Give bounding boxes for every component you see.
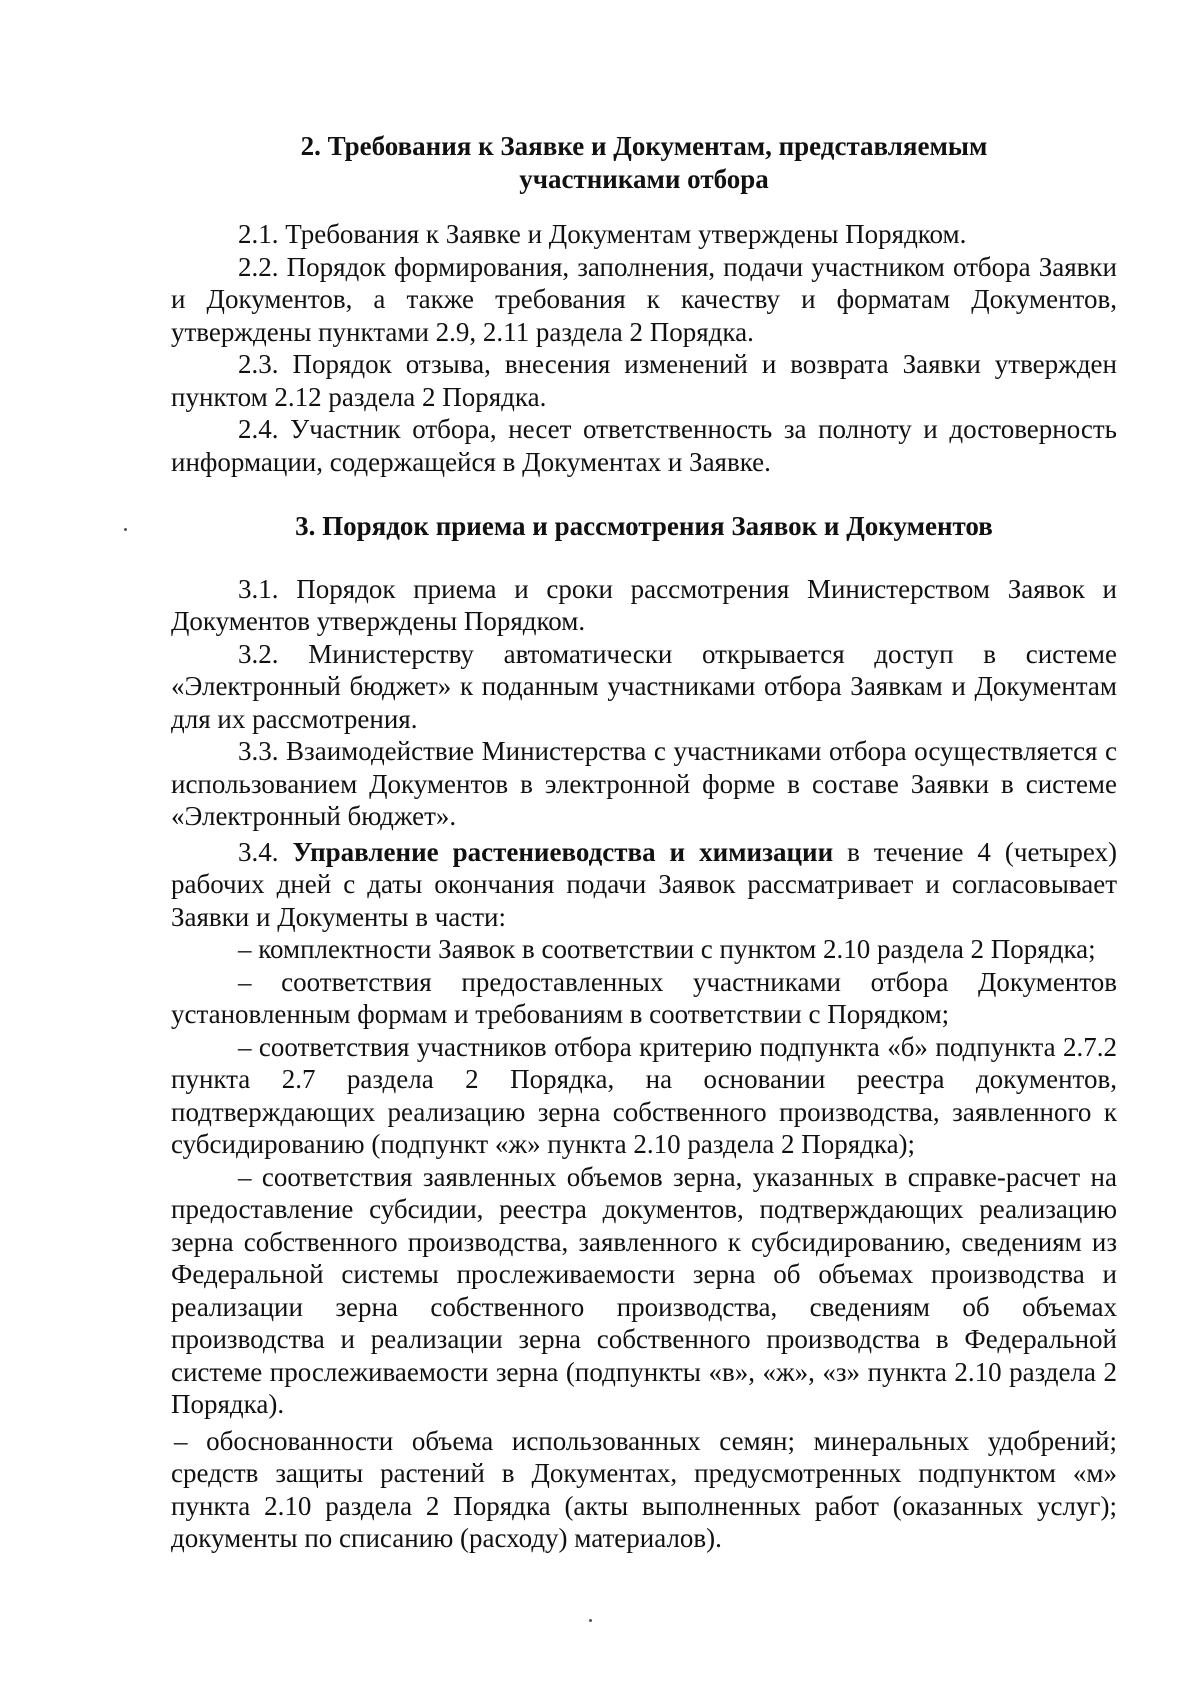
- list-item-completeness: – комплектности Заявок в соответствии с пунктом 2.10 раздела 2 Порядка;: [238, 934, 1096, 964]
- paragraph-3-4-number: 3.4.: [238, 836, 293, 867]
- paragraph-2-2: 2.2. Порядок формирования, заполнения, подачи участником отбора Заявки и Документов, а также требования к качеству и форматам Документов, утверждены пунктами 2.9, 2.11 раздела 2 Порядка.: [171, 251, 1117, 347]
- scan-speck: [589, 1619, 592, 1622]
- paragraph-3-4: [171, 836, 1117, 934]
- scan-speck: [124, 528, 127, 531]
- section-2-heading-line1: 2. Требования к Заявке и Документам, представляемым: [300, 131, 988, 161]
- paragraph-3-1: 3.1. Порядок приема и сроки рассмотрения Министерством Заявок и Документов утверждены Порядком.: [171, 573, 1117, 636]
- paragraph-3-2: 3.2. Министерству автоматически открывается доступ в системе «Электронный бюджет» к поданным участниками отбора Заявкам и Документам для их рассмотрения.: [171, 638, 1117, 734]
- list-item-criterion-compliance: – соответствия участников отбора критерию подпункта «б» подпункта 2.7.2 пункта 2.7 раздела 2 Порядка, на основании реестра документов, подтверждающих реализацию зерна собственного производства, заявленного к субсидированию (подпункт «ж» пункта 2.10 раздела 2 Порядка);: [171, 1031, 1117, 1159]
- section-2-heading: [171, 130, 1117, 195]
- list-item-justification: – обоснованности объема использованных семян; минеральных удобрений; средств защиты растений в Документах, предусмотренных подпунктом «м» пункта 2.10 раздела 2 Порядка (акты выполненных работ (оказанных услуг); документы по списанию (расходу) материалов).: [171, 1425, 1117, 1553]
- document-page: [171, 130, 1117, 1555]
- paragraph-2-4: 2.4. Участник отбора, несет ответственность за полноту и достоверность информации, содержащейся в Документах и Заявке.: [171, 414, 1117, 477]
- list-item-volume-compliance: – соответствия заявленных объемов зерна, указанных в справке-расчет на предоставление субсидии, реестра документов, подтверждающих реализацию зерна собственного производства, заявленного к субсидированию, сведениям из Федеральной системы прослеживаемости зерна об объемах производства и реализации зерна собственного производства, сведениям об объемах производства и реализации зерна собственного производства в Федеральной системе прослеживаемости зерна (подпункты «в», «ж», «з» пункта 2.10 раздела 2 Порядка).: [171, 1161, 1117, 1419]
- paragraph-3-4-text: в течение 4 (четырех) рабочих дней с даты окончания подачи Заявок рассматривает и согласовывает Заявки и Документы в части:: [171, 836, 1118, 932]
- section-3-heading: 3. Порядок приема и рассмотрения Заявок и Документов: [295, 511, 993, 541]
- paragraph-3-3: 3.3. Взаимодействие Министерства с участниками отбора осуществляется с использованием Документов в электронной форме в составе Заявки в системе «Электронный бюджет».: [171, 736, 1117, 831]
- paragraph-2-1: 2.1. Требования к Заявке и Документам утверждены Порядком.: [238, 219, 967, 249]
- section-2-heading-line2: участниками отбора: [519, 163, 769, 194]
- paragraph-3-4-department: Управление растениеводства и химизации: [292, 836, 834, 867]
- paragraph-2-3: 2.3. Порядок отзыва, внесения изменений и возврата Заявки утвержден пунктом 2.12 раздела 2 Порядка.: [171, 349, 1117, 412]
- list-item-forms-compliance: – соответствия предоставленных участниками отбора Документов установленным формам и требованиям в соответствии с Порядком;: [171, 966, 1117, 1029]
